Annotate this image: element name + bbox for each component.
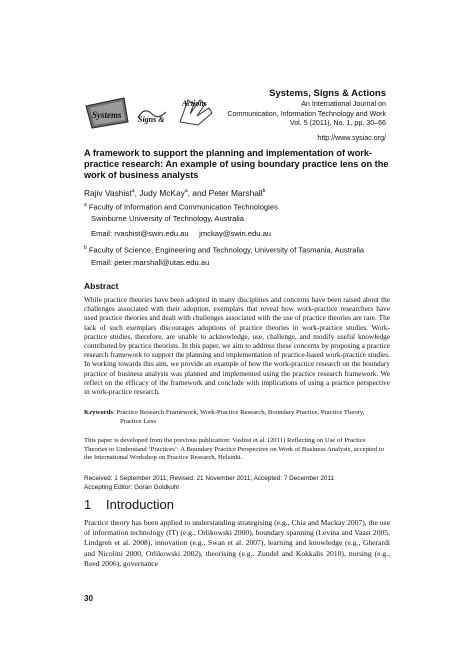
journal-info [186, 88, 386, 143]
journal-subtitle-line2: Communication, Information Technology and Work [227, 109, 386, 118]
introduction-text: Practice theory has been applied to understanding strategising (e.g., Chia and Mackay 2007), the use of information technology (IT) (e.g., Orlikowski 2000), boundary spanning (Levina and Vaast 2005, Lindgren et al. 2008), innovation (e.g., Swan et al. 2007), learning and knowledge (e.g., Gherardi and Nicolini 2000, Orlikowski 2002), theorising (e.g., Zundel and Kokkalis 2010), nursing (e.g., Reed 2006), governance [84, 518, 390, 568]
section-number: 1 [84, 497, 92, 512]
abstract-heading: Abstract [84, 281, 119, 291]
journal-volume: Vol. 5 (2011), No. 1, pp. 30–66 [289, 119, 386, 127]
author-affiliation-mark: b [262, 188, 266, 194]
received-dates: Received: 1 September 2011; Revised: 21 November 2011; Accepted: 7 December 2011 [84, 475, 335, 482]
affiliation-b [84, 243, 364, 256]
keywords [84, 409, 390, 426]
publication-note: This paper is developed from the previous publication: Vashist et al. (2011) Reflecting on Use of Practice Theories to Understand ‘Practices’: A Boundary Practice Perspective on Work of Business Analysts, accepted to the International Workshop on Practice Research, Helsinki. [84, 437, 385, 462]
affiliation-b-email[interactable]: Email: peter.marshall@utas.edu.au [91, 258, 210, 267]
journal-name: Systems, Signs & Actions [269, 88, 386, 99]
affiliation-b-faculty: Faculty of Science, Engineering and Technology, University of Tasmania, Australia [88, 245, 365, 255]
accepting-editor: Accepting Editor: Goran Goldkuhl [84, 483, 179, 491]
keywords-list: : Practice Research Framework, Work-Practice Research, Boundary Practice, Practice Theory, [112, 409, 365, 416]
logo-signs-shape [138, 111, 166, 124]
affiliation-a-university: Swinburne University of Technology, Australia [91, 214, 244, 223]
abstract-text: While practice theories have been adopted in many disciplines and concerns have been raised about the challenges associated with their adoption, exemplars that reveal how work-practice researchers have used practice theories and dealt with challenges associated with the use of practice theories are rare. The lack of such exemplars discourages adoptions of practice theories in work-practice studies. Work-practice studies, therefore, are unable to acknowledge, use, challenge, and modify useful knowledge contributed by practice theorists. In this paper, we aim to address these concerns by proposing a practice research framework to support the planning and implementation of practice-based work-practice studies. In working towards this aim, we provide an example of how the work-practice research on the boundary practice of business analysts was planned and implemented using the practice research framework. We reflect on the efficacy of the framework and conclude with implications of using a practice perspective in work-practice research. [84, 295, 390, 397]
paper-title: A framework to support the planning and implementation of work-practice research: An example of using boundary practice lens on the work of business analysts [84, 148, 389, 181]
author-separator: , [134, 187, 140, 198]
affiliation-a-emails[interactable]: Email: rvashist@swin.edu.au jmckay@swin.edu.au [91, 229, 272, 238]
author-affiliation-mark: a [131, 188, 135, 194]
journal-url[interactable]: http://www.sysiac.org/ [317, 133, 386, 142]
logo-word-actions: Actions [182, 99, 207, 108]
affiliation-mark: a [84, 202, 87, 208]
affiliation-a-faculty: Faculty of Information and Communication Technologies [88, 202, 278, 212]
section-title: Introduction [106, 497, 174, 512]
page-number: 30 [84, 594, 93, 603]
keywords-list-continued: Practice Lens [120, 417, 157, 425]
section-heading-introduction [84, 497, 174, 512]
author-name: Rajiv Vashist [84, 187, 132, 198]
logo-systems-shape [86, 98, 128, 128]
submission-history [84, 475, 390, 492]
logo-word-systems: Systems [92, 110, 122, 120]
author-name: Peter Marshall [208, 187, 263, 198]
author-separator: , and [187, 187, 209, 198]
affiliation-mark: b [84, 245, 87, 251]
keywords-label: Keywords [84, 409, 113, 416]
author-affiliation-mark: a [184, 188, 188, 194]
logo-word-signs: Signs & [138, 115, 165, 124]
author-name: Judy McKay [139, 187, 185, 198]
journal-subtitle-line1: An International Journal on [301, 100, 386, 108]
author-list [84, 186, 265, 198]
affiliation-a [84, 200, 278, 213]
